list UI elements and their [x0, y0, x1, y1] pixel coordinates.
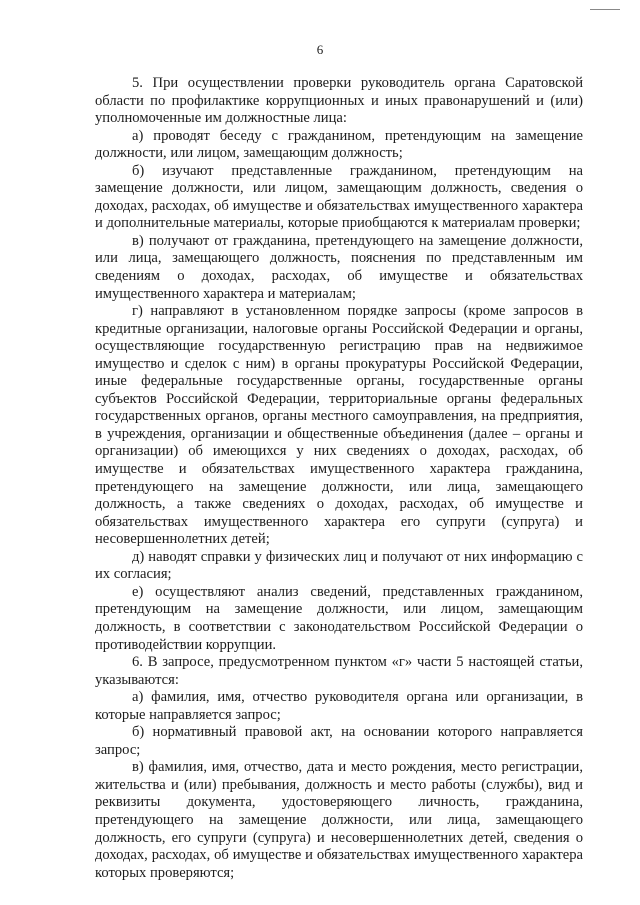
document-body [95, 75, 583, 882]
paragraph-5-d: д) наводят справки у физических лиц и получают от них информацию с их согласия; [95, 548, 583, 583]
paragraph-5-intro: 5. При осуществлении проверки руководитель органа Саратовской области по профилактике коррупционных и иных правонарушений и (или) уполномоченные им должностные лица: [95, 75, 583, 127]
paragraph-5-b: б) изучают представленные гражданином, претендующим на замещение должности, или лицом, замещающим должность, сведения о доходах, расходах, об имуществе и обязательствах имущественного характера и дополнительные материалы, которые приобщаются к материалам проверки; [95, 162, 583, 232]
paragraph-6-b: б) нормативный правовой акт, на основании которого направляется запрос; [95, 724, 583, 758]
paragraph-6-intro: 6. В запросе, предусмотренном пунктом «г» части 5 настоящей статьи, указываются: [95, 654, 583, 688]
paragraph-5-g: г) направляют в установленном порядке запросы (кроме запросов в кредитные организации, налоговые органы Российской Федерации и органы, осуществляющие государственную регистрацию прав на недвижимое имущество и сделок с ним) в органы прокуратуры Российской Федерации, иные федеральные государственные органы, государственные органы субъектов Российской Федерации, территориальные органы федеральных государственных органов, органы местного самоуправления, на предприятия, в учреждения, организации и общественные объединения (далее – органы и организации) об имеющихся у них сведениях о доходах, расходах, об имуществе и обязательствах имущественного характера гражданина, претендующего на замещение должности, или лица, замещающего должность, а также сведениях о доходах, расходах, об имуществе и обязательствах имущественного характера его супруги (супруга) и несовершеннолетних детей; [95, 303, 583, 548]
paragraph-6-v: в) фамилия, имя, отчество, дата и место рождения, место регистрации, жительства и (или) пребывания, должность и место работы (службы), вид и реквизиты документа, удостоверяющего личность, гражданина, претендующего на замещение должности, или лица, замещающего должность, его супруги (супруга) и несовершеннолетних детей, сведения о доходах, расходах, об имуществе и обязательствах имущественного характера которых проверяются; [95, 759, 583, 881]
paragraph-5-a: а) проводят беседу с гражданином, претендующим на замещение должности, или лицом, замещающим должность; [95, 127, 583, 162]
page-number: 6 [316, 42, 324, 57]
paragraph-5-v: в) получают от гражданина, претендующего на замещение должности, или лица, замещающего должность, пояснения по представленным им сведениям о доходах, расходах, об имуществе и обязательствах имущественного характера и материалам; [95, 232, 583, 302]
paragraph-5-e: е) осуществляют анализ сведений, представленных гражданином, претендующим на замещение должности, или лицом, замещающим должность, в соответствии с законодательством Российской Федерации о противодействии коррупции. [95, 583, 583, 653]
corner-mark [590, 9, 620, 10]
paragraph-6-a: а) фамилия, имя, отчество руководителя органа или организации, в которые направляется запрос; [95, 689, 583, 723]
